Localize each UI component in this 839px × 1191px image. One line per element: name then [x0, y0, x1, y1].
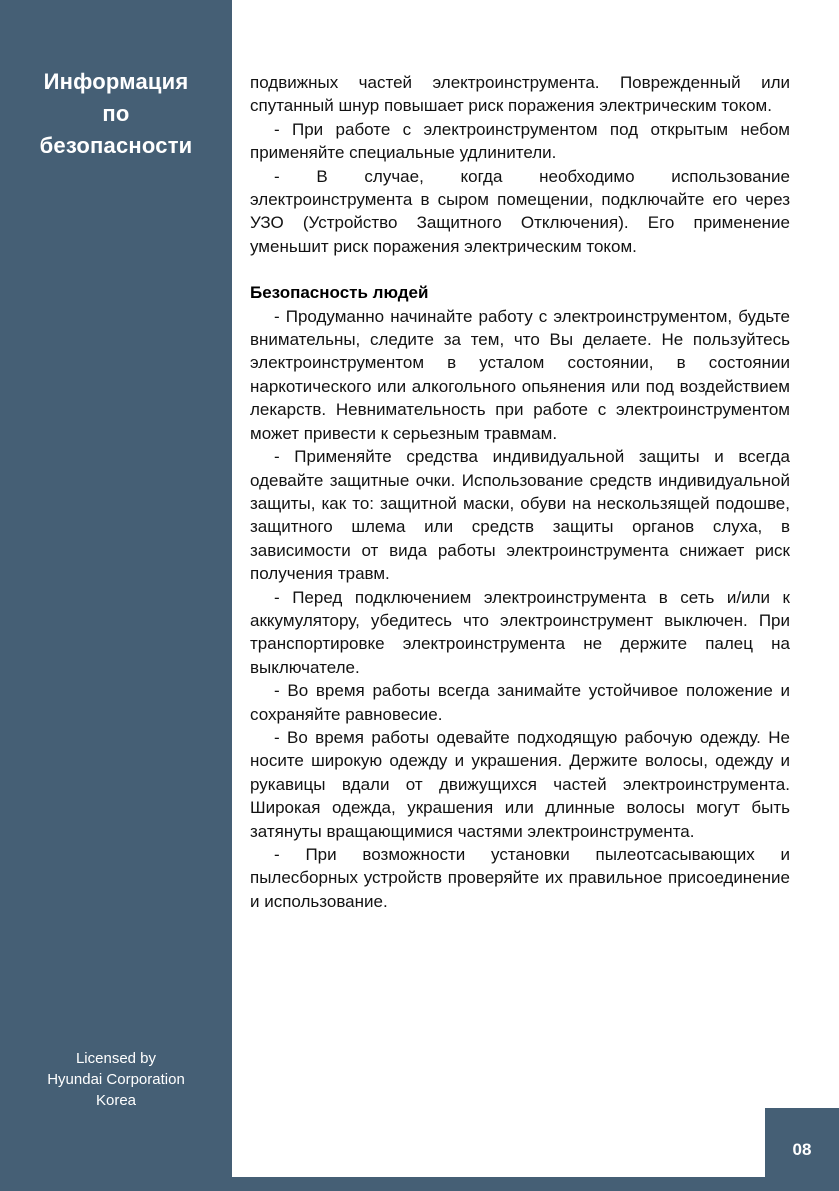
paragraph: - При работе с электроинструментом под открытым небом применяйте специальные удлинители. [250, 119, 790, 163]
paragraph: - Перед подключением электроинструмента в сеть и/или к аккумулятору, убедитесь что электроинструмент выключен. При транспортировке электроинструмента не держите палец на выключателе. [250, 587, 790, 677]
license-note [0, 1048, 232, 1111]
paragraph: - Во время работы одевайте подходящую рабочую одежду. Не носите широкую одежду и украшения. Держите волосы, одежду и рукавицы вдали от движущихся частей электроинструмента. Широкая одежда, украшения или длинные волосы могут быть затянуты вращающимися частями электроинструмента. [250, 727, 790, 841]
paragraph: - Продуманно начинайте работу с электроинструментом, будьте внимательны, следите за тем, что Вы делаете. Не пользуйтесь электроинструментом в усталом состоянии, в состоянии наркотического или алкогольного опьянения или под воздействием лекарств. Невнимательность при работе с электроинструментом может привести к серьезным травмам. [250, 306, 790, 443]
license-note-line: Licensed by [75, 1050, 157, 1067]
paragraph: - Во время работы всегда занимайте устойчивое положение и сохраняйте равновесие. [250, 681, 790, 724]
sidebar [0, 0, 232, 1191]
footer-accent-bar [232, 1177, 765, 1191]
sidebar-title [0, 0, 232, 162]
page-number: 08 [792, 1139, 812, 1159]
paragraph: - В случае, когда необходимо использование электроинструмента в сыром помещении, подключайте его через УЗО (Устройство Защитного Отключения). Его применение уменьшит риск поражения электрическим током. [250, 166, 790, 256]
content-column [250, 71, 790, 913]
section-heading: Безопасность людей [250, 283, 429, 303]
sidebar-title-line: безопасности [39, 132, 193, 158]
page-number-box [765, 1108, 839, 1191]
sidebar-title-line: Информация [43, 69, 189, 94]
license-note-line: Korea [95, 1092, 137, 1109]
sidebar-title-line: по [102, 100, 130, 126]
paragraph: - При возможности установки пылеотсасывающих и пылесборных устройств проверяйте их правильное присоединение и использование. [250, 845, 790, 911]
license-note-line: Hyundai Corporation [47, 1071, 185, 1088]
paragraph: - Применяйте средства индивидуальной защиты и всегда одевайте защитные очки. Использование средств индивидуальной защиты, как то: защитной маски, обуви на нескользящей подошве, защитного шлема или средств защиты органов слуха, в зависимости от вида работы электроинструмента снижает риск получения травм. [250, 447, 790, 584]
paragraph: подвижных частей электроинструмента. Поврежденный или спутанный шнур повышает риск поражения электрическим током. [250, 73, 790, 116]
